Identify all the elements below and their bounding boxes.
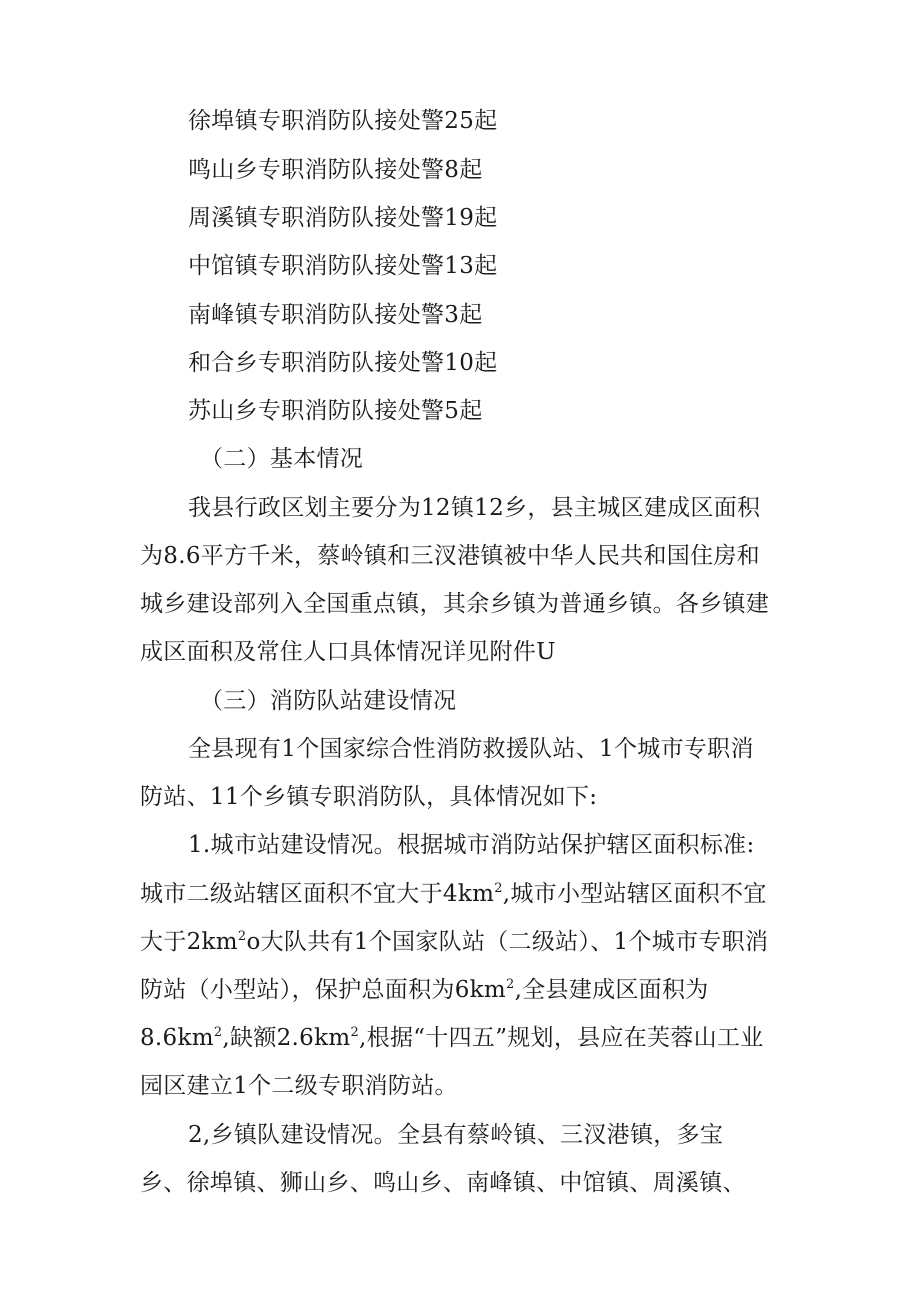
superscript: 2 — [213, 1025, 223, 1040]
paragraph-line: 成区面积及常住人口具体情况详见附件U — [140, 639, 556, 665]
text-run: ,全县建成区面积为 — [514, 977, 709, 1003]
text-run: ,根据“十四五”规划，县应在芙蓉山工业 — [359, 1025, 764, 1051]
text-run: o大队共有1个国家队站（二级站）、1个城市专职消 — [246, 929, 769, 955]
text-run: 8.6km — [140, 1025, 214, 1051]
superscript: 2 — [505, 977, 515, 992]
superscript: 2 — [350, 1025, 360, 1040]
section-heading-station-construction: （三）消防队站建设情况 — [200, 688, 457, 714]
list-item: 和合乡专职消防队接处警10起 — [188, 350, 498, 376]
list-item: 鸣山乡专职消防队接处警8起 — [188, 157, 483, 183]
paragraph-line: 为8.6平方千米，蔡岭镇和三汊港镇被中华人民共和国住房和 — [140, 543, 760, 569]
paragraph-line: 全县现有1个国家综合性消防救援队站、1个城市专职消 — [188, 736, 754, 762]
list-item: 徐埠镇专职消防队接处警25起 — [188, 108, 498, 134]
list-item: 南峰镇专职消防队接处警3起 — [188, 302, 483, 328]
superscript: 2 — [237, 929, 247, 944]
paragraph-line — [140, 1023, 764, 1053]
paragraph-line: 乡、徐埠镇、狮山乡、鸣山乡、南峰镇、中馆镇、周溪镇、 — [140, 1170, 746, 1196]
paragraph-line: 园区建立1个二级专职消防站。 — [140, 1073, 458, 1099]
text-run: ,城市小型站辖区面积不宜 — [502, 881, 767, 907]
paragraph-line: 防站、11个乡镇专职消防队，具体情况如下: — [140, 784, 598, 810]
paragraph-line — [140, 927, 768, 957]
paragraph-line: 2,乡镇队建设情况。全县有蔡岭镇、三汊港镇，多宝 — [188, 1122, 724, 1148]
section-heading-basic-info: （二）基本情况 — [200, 446, 364, 472]
paragraph-line — [140, 879, 767, 909]
list-item: 苏山乡专职消防队接处警5起 — [188, 398, 483, 424]
list-item: 周溪镇专职消防队接处警19起 — [188, 205, 498, 231]
list-item: 中馆镇专职消防队接处警13起 — [188, 253, 498, 279]
paragraph-line: 城乡建设部列入全国重点镇，其余乡镇为普通乡镇。各乡镇建 — [140, 591, 770, 617]
text-run: 大于2km — [140, 929, 238, 955]
text-run: ,缺额2.6km — [222, 1025, 351, 1051]
paragraph-line: 我县行政区划主要分为12镇12乡，县主城区建成区面积 — [188, 495, 761, 521]
text-run: 城市二级站辖区面积不宜大于4km — [140, 881, 495, 907]
text-run: 防站（小型站），保护总面积为6km — [140, 977, 506, 1003]
superscript: 2 — [494, 881, 503, 896]
paragraph-line — [140, 975, 709, 1005]
paragraph-line: 1.城市站建设情况。根据城市消防站保护辖区面积标准: — [188, 832, 755, 858]
